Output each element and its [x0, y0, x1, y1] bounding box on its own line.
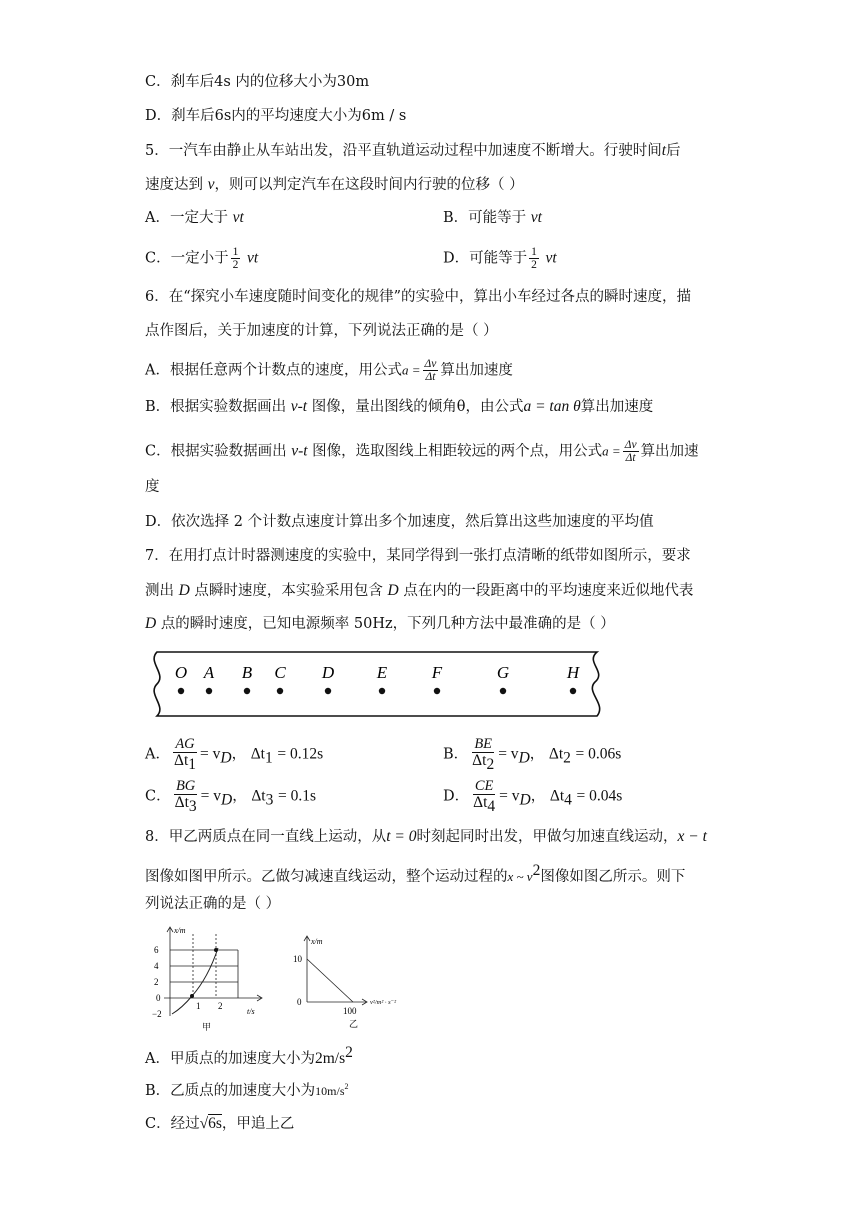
- q4-option-d: D．刹车后6s内的平均速度大小为6m / s: [145, 108, 407, 124]
- q8-option-b: B．乙质点的加速度大小为$10m/s^2$: [145, 1082, 349, 1099]
- graph-jia-xtick: 2: [218, 1001, 223, 1011]
- tape-dot-c: [277, 688, 283, 694]
- q6-stem-line1: 6．在“探究小车速度随时间变化的规律”的实验中，算出小车经过各点的瞬时速度，描: [145, 289, 692, 305]
- tape-dot-h: [570, 688, 576, 694]
- q6-option-c: C．根据实验数据画出 v-t 图像，选取图线上相距较远的两个点，用公式a = $\frac{\Delta v}{\Delta t}$ 算出加速: [145, 439, 699, 464]
- q7-stem-line3: D 点的瞬时速度，已知电源频率 50Hz，下列几种方法中最准确的是（ ）: [145, 615, 615, 632]
- graph-yi-xlabel: v²/m² · s⁻²: [370, 999, 397, 1006]
- tape-label-c: C: [274, 663, 286, 682]
- sqrt-sign: √: [199, 1115, 209, 1132]
- q7-option-d: D． $\frac{CE}{\Delta t_4}$ = $v_D$， $\Delta t_4 = 0.04s$: [443, 778, 623, 815]
- q4-option-c: C．刹车后4s 内的位移大小为30m: [145, 74, 370, 90]
- q5-option-c: C．一定小于 $\frac{1}{2}$ vt: [145, 246, 259, 271]
- tape-label-g: G: [496, 663, 510, 682]
- tape-dot-b: [244, 688, 250, 694]
- tape-label-f: F: [431, 663, 443, 682]
- graph-yi-xtick: 100: [343, 1006, 357, 1016]
- tape-dot-f: [434, 688, 440, 694]
- q5-stem-line1: 5．一汽车由静止从车站出发，沿平直轨道运动过程中加速度不断增大。行驶时间t后: [145, 142, 681, 159]
- q5-option-b: B．可能等于 vt: [443, 209, 542, 226]
- q7-option-c: C． $\frac{BG}{\Delta t_3}$ = $v_D$， $\Delta t_3 = 0.1s$: [145, 778, 316, 815]
- q8-option-a: A．甲质点的加速度大小为$2m/s^2$: [145, 1044, 353, 1067]
- graph-jia: [150, 924, 270, 1034]
- q5-option-d: D．可能等于 $\frac{1}{2}$ vt: [443, 246, 557, 271]
- graph-jia-caption: 甲: [202, 1022, 212, 1032]
- tape-label-h: H: [566, 663, 580, 682]
- graph-jia-xtick: 1: [196, 1001, 201, 1011]
- q7-stem-line1: 7．在用打点计时器测速度的实验中，某同学得到一张打点清晰的纸带如图所示，要求: [145, 548, 691, 564]
- tape-label-a: A: [203, 663, 215, 682]
- q6-stem-line2: 点作图后，关于加速度的计算，下列说法正确的是（ ）: [145, 323, 498, 339]
- half-fraction: $\frac{1}{2}$: [232, 246, 239, 271]
- q7-stem-line2: 测出 D 点瞬时速度，本实验采用包含 D 点在内的一段距离中的平均速度来近似地代表: [145, 582, 694, 599]
- dv-dt-fraction: $\frac{\Delta v}{\Delta t}$: [624, 439, 637, 464]
- q6-option-d: D．依次选择 2 个计数点速度计算出多个加速度，然后算出这些加速度的平均值: [145, 514, 654, 530]
- q5-stem-line2: 速度达到 v，则可以判定汽车在这段时间内行驶的位移（ ）: [145, 176, 524, 193]
- graph-jia-ytick: 2: [154, 977, 159, 987]
- tape-label-d: D: [321, 663, 335, 682]
- graph-jia-ylabel: x/m: [174, 926, 186, 935]
- tape-dot-g: [500, 688, 506, 694]
- graph-yi-ylabel: x/m: [311, 937, 323, 946]
- graph-jia-ytick: 4: [154, 961, 159, 971]
- tape-label-o: O: [174, 663, 188, 682]
- q6-option-a: A．根据任意两个计数点的速度，用公式a = $\frac{\Delta v}{\Delta t}$ 算出加速度: [145, 358, 513, 383]
- paper-tape-figure: [145, 648, 605, 724]
- graph-jia-xlabel: t/s: [247, 1007, 255, 1016]
- q7-option-a: A． $\frac{AG}{\Delta t_1}$ = $v_D$， $\Delta t_1 = 0.12s$: [145, 736, 324, 773]
- dv-dt-fraction: $\frac{\Delta v}{\Delta t}$: [424, 358, 437, 383]
- q8-option-c: C．经过√6s，甲追上乙: [145, 1115, 295, 1132]
- half-fraction: $\frac{1}{2}$: [531, 246, 537, 271]
- tape-dot-d: [325, 688, 331, 694]
- graph-yi-caption: 乙: [349, 1019, 359, 1029]
- q5-option-a: A．一定大于 vt: [145, 209, 244, 226]
- graph-jia-ytick: −2: [152, 1009, 162, 1019]
- graph-yi-ytick: 10: [293, 954, 302, 964]
- q6-option-b: B．根据实验数据画出 v-t 图像，量出图线的倾角θ，由公式a = tan θ算出加速度: [145, 398, 654, 415]
- tape-dot-a: [206, 688, 212, 694]
- graph-jia-ytick: 0: [156, 993, 161, 1003]
- graph-yi: [285, 932, 425, 1032]
- tape-label-e: E: [376, 663, 388, 682]
- q8-stem-line3: 列说法正确的是（ ）: [145, 896, 281, 912]
- tape-label-b: B: [241, 663, 253, 682]
- graph-yi-ytick: 0: [297, 997, 302, 1007]
- q8-stem-line1: 8．甲乙两质点在同一直线上运动，从t = 0时刻起同时出发，甲做匀加速直线运动，x − t: [145, 828, 707, 845]
- q7-option-b: B． $\frac{BE}{\Delta t_2}$ = $v_D$， $\Delta t_2 = 0.06s$: [443, 736, 622, 773]
- q6-option-c-cont: 度: [145, 479, 160, 495]
- tape-dot-e: [379, 688, 385, 694]
- q8-stem-line2: 图像如图甲所示。乙做匀减速直线运动，整个运动过程的x ~ $v^2$图像如图乙所示。则下: [145, 862, 686, 885]
- graph-jia-ytick: 6: [154, 945, 159, 955]
- tape-dot-o: [178, 688, 184, 694]
